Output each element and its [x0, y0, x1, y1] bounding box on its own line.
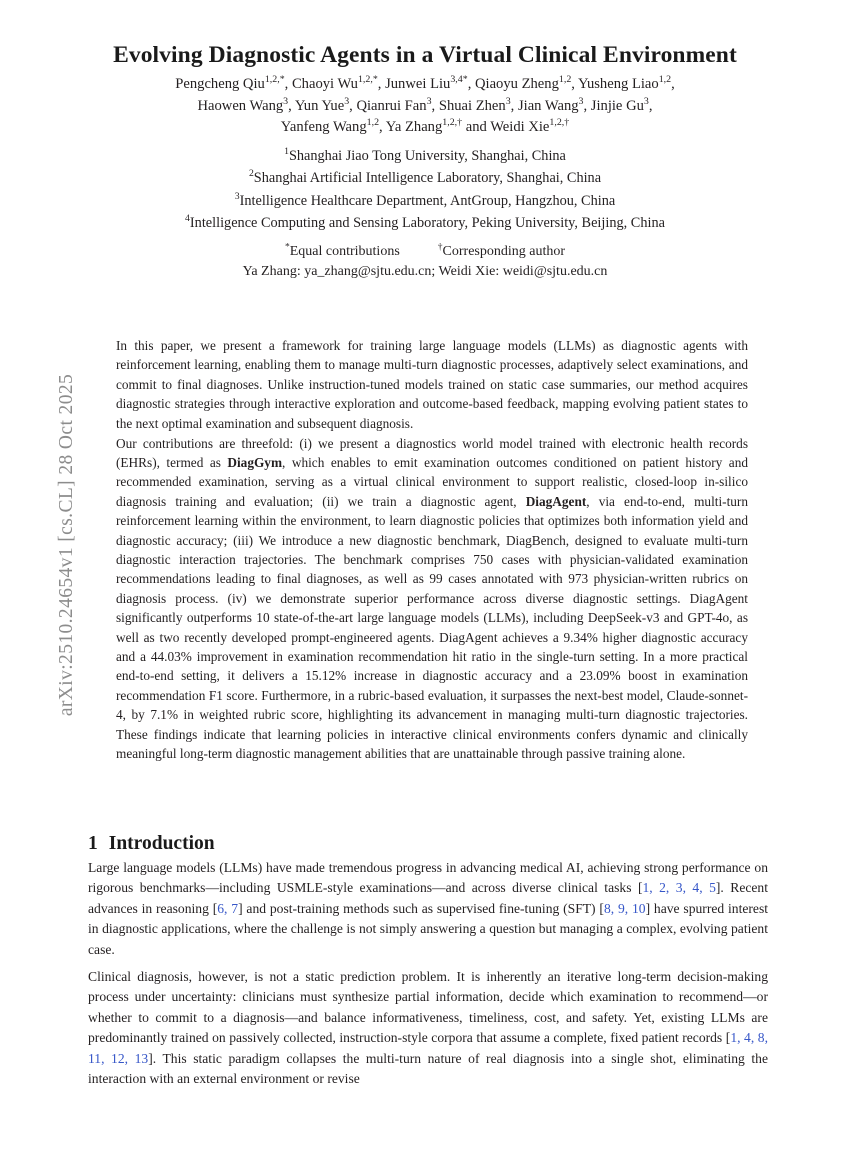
affiliation-text: Shanghai Artificial Intelligence Laboratory, Shanghai, China: [253, 170, 602, 187]
citation-link[interactable]: 1, 2, 3, 4, 5: [642, 880, 716, 896]
author-separator: ,: [648, 97, 653, 114]
page-title: Evolving Diagnostic Agents in a Virtual Clinical Environment: [113, 41, 737, 68]
arxiv-stamp: arXiv:2510.24654v1 [cs.CL] 28 Oct 2025: [56, 373, 77, 717]
term-diaggym: DiagGym: [227, 454, 283, 470]
author-affiliation-marker: 1,2: [558, 74, 572, 86]
author-name: , Qianrui Fan: [349, 97, 427, 114]
contact-emails: Ya Zhang: ya_zhang@sjtu.edu.cn; Weidi Xie: weidi@sjtu.edu.cn: [242, 263, 608, 279]
author-affiliation-marker: 3,4*: [450, 74, 468, 86]
author-affiliation-marker: 1,2,*: [357, 74, 378, 86]
author-name: , Yusheng Liao: [571, 76, 659, 92]
abstract-paragraph-2: [116, 434, 748, 764]
equal-contribution-text: Equal contributions: [289, 244, 400, 259]
author-name: , Shuai Zhen: [431, 97, 506, 114]
body-text: ] and post-training methods such as supervised fine-tuning (SFT) [: [238, 900, 604, 916]
author-line-3: [80, 117, 770, 139]
abstract-text: , via end-to-end, multi-turn reinforcement learning within the environment, to learn diagnostic policies that optimizes both information yield and diagnostic accuracy; (iii) We introduce a new diagnostic benchmark, DiagBench, designed to evaluate multi-turn diagnostic interaction trajectories. The benchmark comprises 750 cases with physician-validated examination recommendations leading to final diagnoses, as well as 99 cases annotated with 973 physician-written rubrics on diagnosis process. (iv) we demonstrate superior performance across diverse diagnostic settings. DiagAgent significantly outperforms 10 state-of-the-art large language models (LLMs), including DeepSeek-v3 and GPT-4o, as well as two recently developed prompt-engineered agents. DiagAgent achieves a 9.34% higher diagnostic accuracy and a 44.03% improvement in examination recommendation hit ratio in the single-turn setting. In a more practical end-to-end setting, it delivers a 15.12% increase in diagnostic accuracy and a 23.09% boost in examination recommendation F1 score. Furthermore, in a rubric-based evaluation, it surpasses the next-best model, Claude-sonnet-4, by 7.1% in weighted rubric score, highlighting its advancement in managing multi-turn diagnostic trajectories. These findings indicate that learning policies in interactive clinical environments confers dynamic and clinically meaningful long-term diagnostic management abilities that are unattainable through passive training alone.: [116, 493, 749, 762]
body-text: Large language models (LLMs) have made tremendous progress in advancing medical AI, achieving strong performance on rigorous benchmarks—including USMLE-style examinations—and across diverse clinical tasks [: [88, 860, 768, 896]
corresponding-author-text: Corresponding author: [442, 244, 566, 259]
affiliation-item: [80, 190, 770, 212]
citation-link[interactable]: 8, 9, 10: [603, 900, 646, 916]
body-text: ]. Recent advances in reasoning [: [88, 880, 768, 916]
section-number: 1: [88, 833, 98, 855]
section-title: Introduction: [108, 833, 215, 855]
affiliation-list: [80, 145, 770, 235]
author-name: , Ya Zhang: [379, 119, 443, 135]
affiliation-item: [80, 167, 770, 189]
abstract-text: Our contributions are threefold: (i) we present a diagnostics world model trained with electronic health records (EHRs), termed as: [116, 435, 748, 470]
author-affiliation-marker: 1,2,*: [264, 74, 285, 86]
affiliation-text: Intelligence Computing and Sensing Laboratory, Peking University, Beijing, China: [189, 215, 665, 232]
footnote-markers-line: [80, 242, 770, 262]
affiliation-marker: 1: [284, 146, 289, 158]
abstract-paragraph-1: In this paper, we present a framework for training large language models (LLMs) as diagnostic agents with reinforcement learning, enabling them to manage multi-turn diagnostic processes, adaptively select examinations, and commit to final diagnoses. Unlike instruction-tuned models trained on static case summaries, our method acquires diagnostic strategies through interactive exploration and outcome-based feedback, mapping evolving patient states to the next optimal examination and subsequent diagnosis.: [116, 338, 748, 431]
author-name: , Jinjie Gu: [583, 97, 644, 114]
author-line-1: [80, 74, 770, 96]
author-separator: ,: [671, 76, 675, 92]
author-name: , Junwei Liu: [377, 76, 451, 92]
affiliation-marker: 4: [185, 213, 190, 225]
author-affiliation-marker: 3: [344, 95, 350, 107]
author-name: , Qiaoyu Zheng: [467, 76, 559, 92]
author-name: Pengcheng Qiu: [175, 76, 265, 92]
author-affiliation-marker: 3: [283, 95, 289, 107]
author-affiliation-marker: 1,2,†: [549, 117, 570, 129]
author-name: Yanfeng Wang: [280, 119, 367, 135]
author-affiliation-marker: 3: [426, 95, 432, 107]
author-affiliation-marker: 1,2: [658, 74, 672, 86]
abstract-text: , which enables to emit examination outcomes conditioned on patient history and recommended examination, serving as a virtual clinical environment to support realistic, closed-loop in-silico diagnosis training and evaluation; (ii) we train a diagnostic agent,: [116, 454, 749, 509]
author-affiliation-marker: 1,2: [366, 117, 380, 129]
affiliation-item: [80, 145, 770, 167]
author-affiliation-marker: 3: [505, 95, 511, 107]
footnote-block: [80, 242, 770, 281]
author-list: [80, 74, 770, 139]
citation-link[interactable]: 6, 7: [217, 900, 239, 916]
author-name: and Weidi Xie: [462, 119, 550, 135]
citation-link[interactable]: 1, 4, 8, 11, 12, 13: [88, 1030, 768, 1066]
affiliation-marker: 3: [234, 191, 240, 203]
body-paragraph-2: [88, 967, 768, 1089]
author-name: , Jian Wang: [510, 97, 579, 114]
equal-contribution-marker: *: [284, 242, 290, 253]
section-heading-introduction: [88, 833, 215, 855]
body-text: ]. This static paradigm collapses the multi-turn nature of real diagnosis into a single shot, eliminating the interaction with an external environment or revise: [88, 1050, 768, 1087]
author-name: Haowen Wang: [197, 97, 284, 114]
affiliation-marker: 2: [248, 168, 254, 180]
author-name: , Chaoyi Wu: [284, 76, 358, 92]
body-text: ] have spurred interest in diagnostic applications, where the challenge is not simply answering a question but managing a complex, evolving patient case.: [88, 900, 769, 957]
abstract: [116, 336, 748, 763]
affiliation-item: [80, 212, 770, 234]
author-line-2: [80, 96, 770, 118]
affiliation-text: Intelligence Healthcare Department, AntGroup, Hangzhou, China: [239, 192, 616, 209]
term-diagagent: DiagAgent: [525, 493, 587, 509]
body-paragraph-1: [88, 858, 768, 960]
corresponding-author-marker: †: [437, 242, 443, 253]
author-affiliation-marker: 1,2,†: [442, 117, 463, 129]
body-text: [88, 858, 768, 1089]
author-affiliation-marker: 3: [643, 95, 649, 107]
body-text: Clinical diagnosis, however, is not a static prediction problem. It is inherently an iterative long-term decision-making process under uncertainty: clinicians must synthesize partial information, decide which examination to recommend—or whether to commit to a diagnosis—and balance informativeness, timeliness, cost, and safety. Yet, existing LLMs are predominantly trained on passively collected, instruction-style corpora that assume a complete, fixed patient records [: [88, 969, 768, 1046]
affiliation-text: Shanghai Jiao Tong University, Shanghai, China: [288, 148, 566, 164]
author-affiliation-marker: 3: [578, 95, 584, 107]
author-name: , Yun Yue: [288, 97, 345, 114]
